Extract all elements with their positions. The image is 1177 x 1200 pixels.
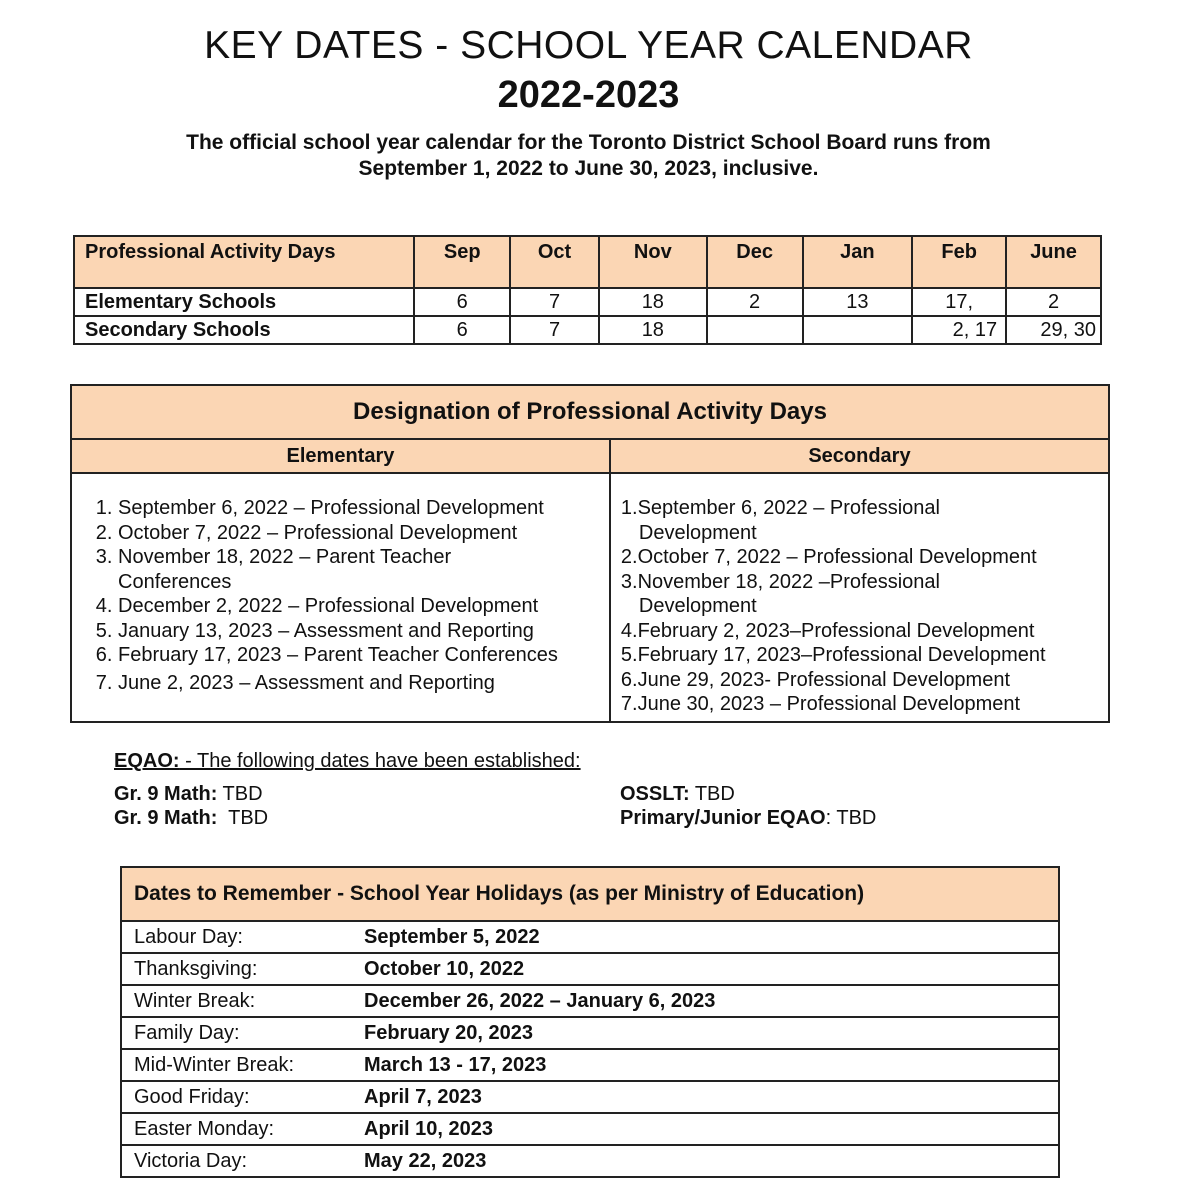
holiday-date: December 26, 2022 – January 6, 2023 — [364, 985, 1059, 1017]
holiday-name: Winter Break: — [121, 985, 364, 1017]
month-header: Nov — [599, 236, 707, 288]
eqao-item-label: OSSLT: — [620, 783, 690, 805]
eqao-text: - The following dates have been established: — [179, 750, 581, 772]
page-title: KEY DATES - SCHOOL YEAR CALENDAR — [204, 24, 973, 67]
secondary-column — [610, 473, 1109, 722]
pa-cell: 2 — [1006, 288, 1101, 316]
pa-cell: 18 — [599, 288, 707, 316]
pa-cell — [803, 316, 913, 344]
holiday-date: April 7, 2023 — [364, 1081, 1059, 1113]
month-header: Dec — [707, 236, 803, 288]
pa-row-secondary — [74, 316, 1101, 344]
elementary-column — [71, 473, 610, 722]
eqao-item-value: TBD — [689, 783, 735, 805]
eqao-heading — [114, 750, 581, 773]
holiday-date: September 5, 2022 — [364, 921, 1059, 953]
holiday-date: May 22, 2023 — [364, 1145, 1059, 1177]
secondary-header: Secondary — [610, 439, 1109, 473]
table-row — [121, 1049, 1059, 1081]
eqao-item — [114, 783, 263, 806]
list-item: 1. September 6, 2022 – Professional Development — [118, 496, 609, 521]
list-item: 3.November 18, 2022 –Professional Development — [620, 570, 940, 617]
eqao-item — [620, 783, 735, 806]
month-header: Jan — [803, 236, 913, 288]
eqao-item-value: TBD — [217, 783, 263, 805]
pa-days-table — [73, 235, 1102, 345]
table-row — [121, 921, 1059, 953]
pa-cell: 13 — [803, 288, 913, 316]
pa-cell: 6 — [414, 288, 510, 316]
secondary-list — [611, 496, 1108, 717]
holiday-date: October 10, 2022 — [364, 953, 1059, 985]
pa-cell: 2 — [707, 288, 803, 316]
pa-cell: 17, — [912, 288, 1006, 316]
table-row — [121, 985, 1059, 1017]
list-item: 5. January 13, 2023 – Assessment and Reporting — [118, 619, 609, 644]
designation-title: Designation of Professional Activity Days — [71, 385, 1109, 439]
holiday-name: Easter Monday: — [121, 1113, 364, 1145]
month-header: June — [1006, 236, 1101, 288]
table-row — [121, 1113, 1059, 1145]
intro-line-2: September 1, 2022 to June 30, 2023, inclusive. — [358, 157, 819, 180]
eqao-item-value: TBD — [217, 807, 269, 829]
eqao-item-label: Gr. 9 Math: — [114, 783, 218, 805]
school-year: 2022-2023 — [497, 74, 680, 116]
table-row — [121, 953, 1059, 985]
holiday-date: April 10, 2023 — [364, 1113, 1059, 1145]
holidays-title: Dates to Remember - School Year Holidays (as per Ministry of Education) — [121, 867, 1059, 921]
pa-cell: 6 — [414, 316, 510, 344]
holiday-name: Mid-Winter Break: — [121, 1049, 364, 1081]
eqao-item — [620, 807, 876, 830]
pa-cell: 2, 17 — [912, 316, 1006, 344]
pa-corner-label: Professional Activity Days — [74, 236, 414, 288]
month-header: Oct — [510, 236, 599, 288]
list-item: 4.February 2, 2023–Professional Development — [620, 619, 1035, 642]
intro-line-1: The official school year calendar for the Toronto District School Board runs from — [186, 131, 991, 154]
list-item: 2.October 7, 2022 – Professional Development — [620, 546, 1037, 568]
holiday-name: Family Day: — [121, 1017, 364, 1049]
pa-cell — [707, 316, 803, 344]
list-item: 4. December 2, 2022 – Professional Development — [118, 594, 609, 619]
holiday-name: Good Friday: — [121, 1081, 364, 1113]
eqao-item-label: Gr. 9 Math: — [114, 807, 218, 829]
holiday-name: Labour Day: — [121, 921, 364, 953]
elementary-list — [72, 496, 609, 695]
holiday-name: Thanksgiving: — [121, 953, 364, 985]
elementary-header: Elementary — [71, 439, 610, 473]
table-row — [121, 1081, 1059, 1113]
designation-title-row — [71, 385, 1109, 439]
list-item: 1.September 6, 2022 – Professional Development — [620, 497, 940, 544]
list-item: 3. November 18, 2022 – Parent Teacher Conferences — [118, 545, 609, 594]
intro-text — [0, 130, 1177, 182]
pa-cell: 29, 30 — [1006, 316, 1101, 344]
list-item: 7. June 2, 2023 – Assessment and Reporting — [118, 671, 609, 696]
list-item: 6.June 29, 2023- Professional Development — [620, 668, 1011, 691]
eqao-item — [114, 807, 268, 830]
eqao-item-value: : TBD — [825, 807, 877, 829]
holiday-date: March 13 - 17, 2023 — [364, 1049, 1059, 1081]
list-item: 5.February 17, 2023–Professional Development — [620, 644, 1046, 666]
eqao-item-label: Primary/Junior EQAO — [620, 807, 826, 829]
pa-cell: 7 — [510, 316, 599, 344]
list-item: 2. October 7, 2022 – Professional Development — [118, 521, 609, 546]
row-label: Elementary Schools — [74, 288, 414, 316]
row-label: Secondary Schools — [74, 316, 414, 344]
designation-subheader-row — [71, 439, 1109, 473]
month-header: Feb — [912, 236, 1006, 288]
table-row — [121, 1017, 1059, 1049]
pa-header-row — [74, 236, 1101, 288]
list-item: 7.June 30, 2023 – Professional Development — [620, 693, 1021, 715]
month-header: Sep — [414, 236, 510, 288]
designation-table — [70, 384, 1110, 723]
holidays-header-row — [121, 867, 1059, 921]
pa-cell: 18 — [599, 316, 707, 344]
holidays-table — [120, 866, 1060, 1178]
holiday-name: Victoria Day: — [121, 1145, 364, 1177]
list-item: 6. February 17, 2023 – Parent Teacher Conferences — [118, 643, 609, 668]
table-row — [121, 1145, 1059, 1177]
eqao-label: EQAO: — [114, 750, 180, 772]
pa-row-elementary — [74, 288, 1101, 316]
designation-body-row — [71, 473, 1109, 722]
pa-cell: 7 — [510, 288, 599, 316]
holiday-date: February 20, 2023 — [364, 1017, 1059, 1049]
